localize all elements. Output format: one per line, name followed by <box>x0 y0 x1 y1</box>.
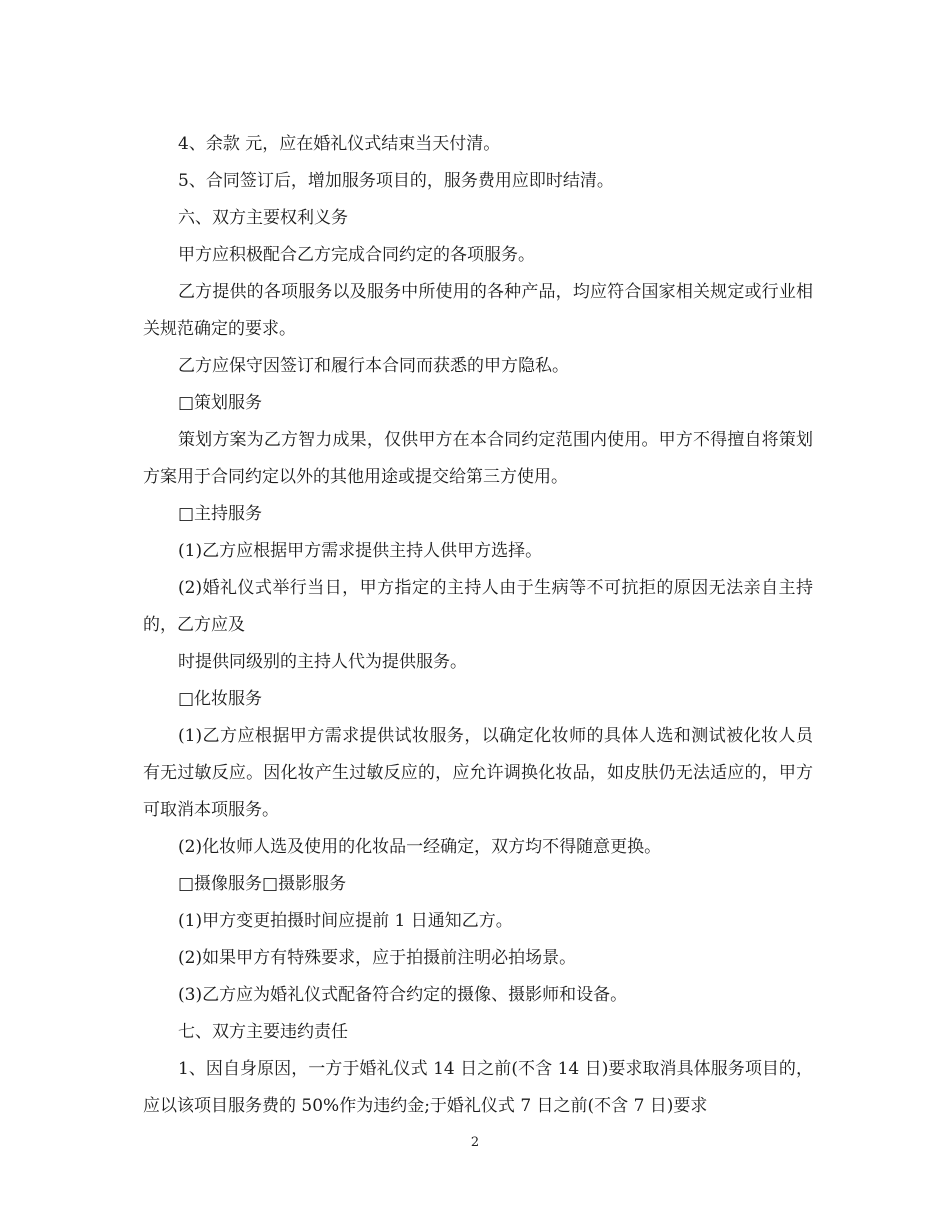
paragraph-makeup-2: (2)化妆师人选及使用的化妆品一经确定，双方均不得随意更换。 <box>178 837 662 857</box>
paragraph-privacy: 乙方应保守因签订和履行本合同而获悉的甲方隐私。 <box>178 356 569 376</box>
subheading-makeup-service: □化妆服务 <box>178 689 263 709</box>
page-number: 2 <box>470 1135 480 1150</box>
paragraph-makeup-1: (1)乙方应根据甲方需求提供试妆服务，以确定化妆师的具体人选和测试被化妆人员有无过敏反应。因化妆产生过敏反应的，应允许调换化妆品，如皮肤仍无法适应的，甲方可取消本项服务。 <box>143 726 813 820</box>
paragraph-photo-1: (1)甲方变更拍摄时间应提前 1 日通知乙方。 <box>178 911 513 931</box>
section-heading-breach-liability: 七、双方主要违约责任 <box>178 1022 348 1042</box>
subheading-video-photo-service: □摄像服务□摄影服务 <box>178 874 347 894</box>
paragraph-photo-2: (2)如果甲方有特殊要求，应于拍摄前注明必拍场景。 <box>178 948 577 968</box>
document-body <box>143 126 813 1125</box>
paragraph-host-2-cont: 时提供同级别的主持人代为提供服务。 <box>178 652 467 672</box>
paragraph-host-1: (1)乙方应根据甲方需求提供主持人供甲方选择。 <box>178 541 543 561</box>
paragraph-photo-3: (3)乙方应为婚礼仪式配备符合约定的摄像、摄影师和设备。 <box>178 985 628 1005</box>
subheading-planning-service: □策划服务 <box>178 393 263 413</box>
paragraph-balance-payment: 4、余款 元，应在婚礼仪式结束当天付清。 <box>178 134 501 154</box>
paragraph-party-a-cooperation: 甲方应积极配合乙方完成合同约定的各项服务。 <box>178 245 535 265</box>
paragraph-planning-ip: 策划方案为乙方智力成果，仅供甲方在本合同约定范围内使用。甲方不得擅自将策划方案用于合同约定以外的其他用途或提交给第三方使用。 <box>143 430 813 487</box>
subheading-host-service: □主持服务 <box>178 504 263 524</box>
paragraph-additional-services: 5、合同签订后，增加服务项目的，服务费用应即时结清。 <box>178 171 614 191</box>
section-heading-rights-obligations: 六、双方主要权利义务 <box>178 208 348 228</box>
paragraph-party-b-standards: 乙方提供的各项服务以及服务中所使用的各种产品，均应符合国家相关规定或行业相关规范确定的要求。 <box>143 282 813 339</box>
paragraph-host-2: (2)婚礼仪式举行当日，甲方指定的主持人由于生病等不可抗拒的原因无法亲自主持的，乙方应及 <box>143 578 813 635</box>
paragraph-breach-1: 1、因自身原因，一方于婚礼仪式 14 日之前(不含 14 日)要求取消具体服务项目的，应以该项目服务费的 50%作为违约金;于婚礼仪式 7 日之前(不含 7 日)要求 <box>143 1059 813 1116</box>
